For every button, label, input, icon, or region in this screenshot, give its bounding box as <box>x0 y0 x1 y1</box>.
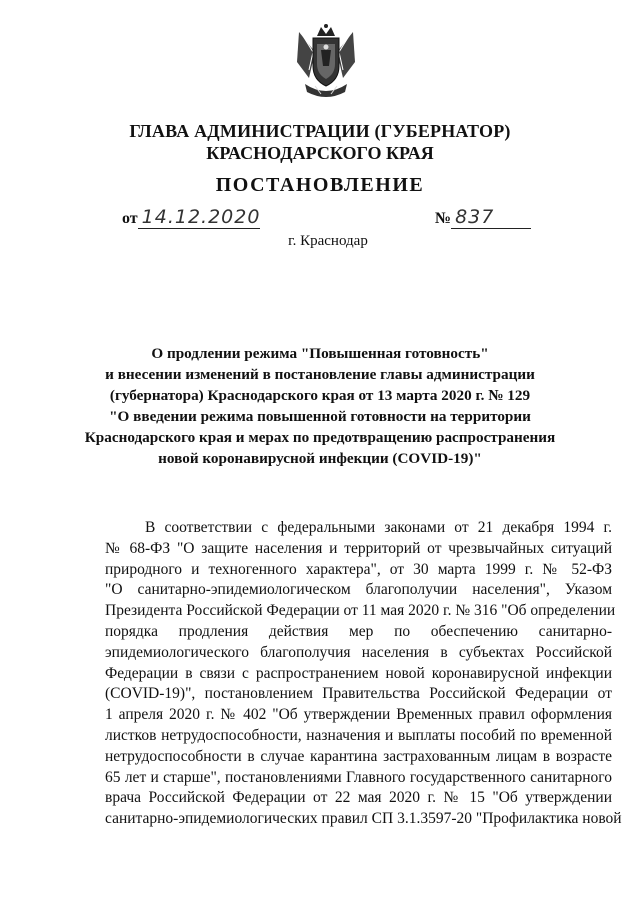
document-subject <box>0 343 640 469</box>
city-line: г. Краснодар <box>288 233 368 249</box>
subject-line: Краснодарского края и мерах по предотвращению распространения <box>84 429 556 446</box>
body-line: Президента Российской Федерации от 11 мая 2020 г. № 316 "Об определении <box>105 602 616 620</box>
subject-line: и внесении изменений в постановление главы администрации <box>105 366 535 383</box>
body-line: эпидемиологического благополучия населения в субъектах Российской <box>105 643 612 661</box>
authority-title-line1: ГЛАВА АДМИНИСТРАЦИИ (ГУБЕРНАТОР) <box>129 121 511 141</box>
body-line: нетрудоспособности в случае карантина застрахованным лицам в возрасте <box>105 747 612 765</box>
body-line: Федерации в связи с распространением новой коронавирусной инфекции <box>105 664 612 682</box>
body-line: 1 апреля 2020 г. № 402 "Об утверждении Временных правил оформления <box>105 706 612 724</box>
date-line <box>122 206 260 229</box>
date-value: 14.12.2020 <box>138 206 260 229</box>
body-line: (COVID-19)", постановлением Правительства Российской Федерации от <box>105 685 612 703</box>
number-line <box>435 206 531 229</box>
body-line: "О санитарно-эпидемиологическом благополучии населения", Указом <box>105 581 612 599</box>
body-line: В соответствии с федеральными законами от 21 декабря 1994 г. <box>145 519 612 536</box>
coat-of-arms-emblem <box>295 22 357 102</box>
body-line: санитарно-эпидемиологических правил СП 3.1.3597-20 "Профилактика новой <box>105 810 622 828</box>
subject-line: "О введении режима повышенной готовности на территории <box>109 408 531 425</box>
body-line: врача Российской Федерации от 22 мая 2020 г. № 15 "Об утверждении <box>105 789 612 807</box>
document-type-heading: ПОСТАНОВЛЕНИЕ <box>215 174 425 196</box>
body-line: порядка продления действия мер по обеспечению санитарно- <box>105 622 612 640</box>
body-line: листков нетрудоспособности, назначения и выплаты пособий по временной <box>105 726 612 744</box>
body-line: 65 лет и старше", постановлениями Главного государственного санитарного <box>105 768 612 786</box>
subject-line: (губернатора) Краснодарского края от 13 марта 2020 г. № 129 <box>109 387 531 404</box>
subject-line: О продлении режима "Повышенная готовность" <box>151 345 489 362</box>
subject-line: новой коронавирусной инфекции (COVID-19)" <box>158 450 482 467</box>
document-body <box>105 518 622 830</box>
body-line: № 68-ФЗ "О защите населения и территорий от чрезвычайных ситуаций <box>105 539 612 557</box>
authority-title-line2: КРАСНОДАРСКОГО КРАЯ <box>206 143 434 163</box>
number-value: 837 <box>451 206 531 229</box>
date-prefix: от <box>122 210 138 227</box>
body-line: природного и техногенного характера", от 30 марта 1999 г. № 52-ФЗ <box>105 560 612 578</box>
number-prefix: № <box>435 210 452 227</box>
